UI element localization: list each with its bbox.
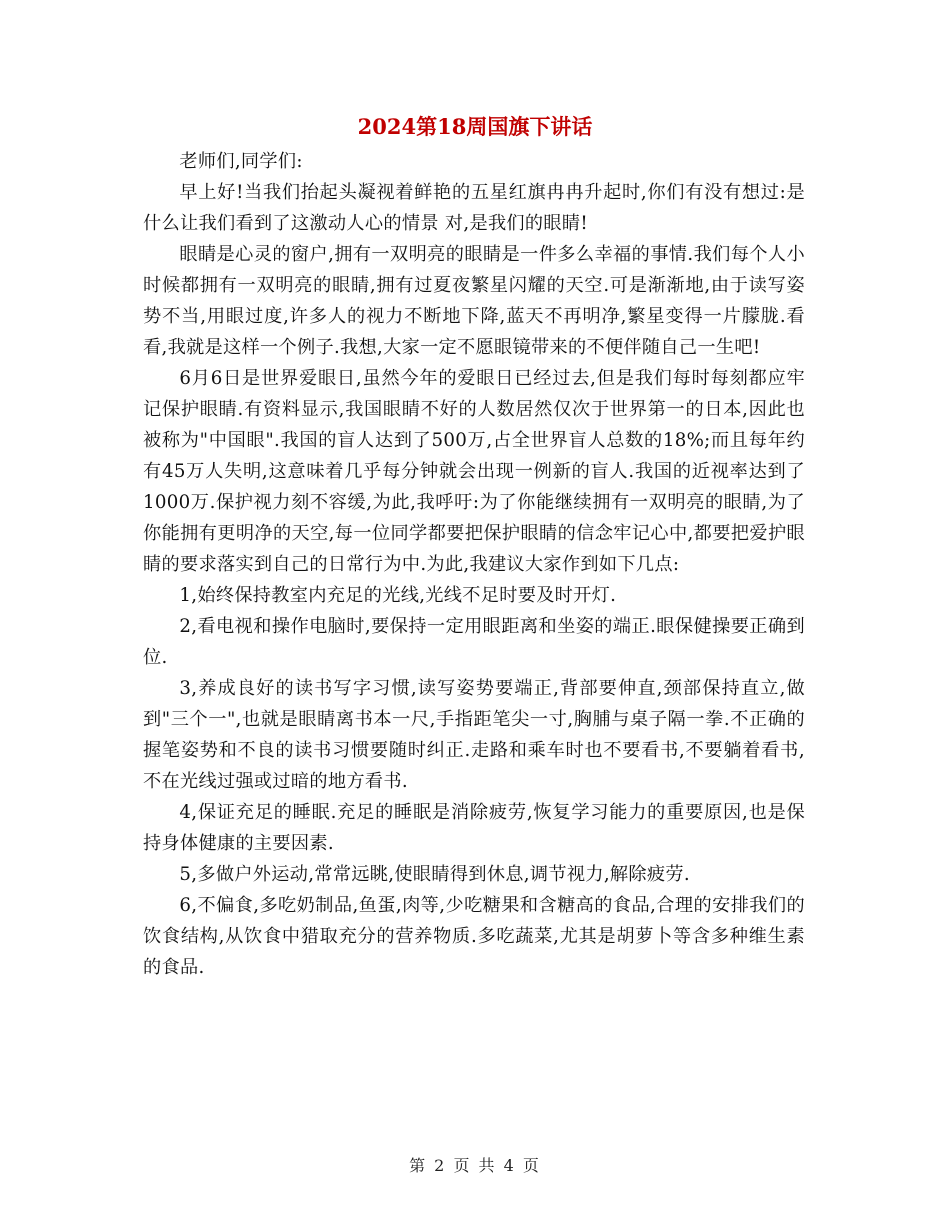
list-item-6: 6,不偏食,多吃奶制品,鱼蛋,肉等,少吃糖果和含糖高的食品,合理的安排我们的饮食结构,从饮食中猎取充分的营养物质.多吃蔬菜,尤其是胡萝卜等含多种维生素的食品. (143, 895, 805, 978)
body-paragraph: 6月6日是世界爱眼日,虽然今年的爱眼日已经过去,但是我们每时每刻都应牢记保护眼睛.有资料显示,我国眼睛不好的人数居然仅次于世界第一的日本,因此也被称为"中国眼".我国的盲人达到了500万,占全世界盲人总数的18%;而且每年约有45万人失明,这意味着几乎每分钟就会出现一例新的盲人.我国的近视率达到了1000万.保护视力刻不容缓,为此,我呼吁:为了你能继续拥有一双明亮的眼睛,为了你能拥有更明净的天空,每一位同学都要把保护眼睛的信念牢记心中,都要把爱护眼睛的要求落实到自己的日常行为中.为此,我建议大家作到如下几点: (143, 368, 805, 575)
body-paragraph: 早上好!当我们抬起头凝视着鲜艳的五星红旗冉冉升起时,你们有没有想过:是什么让我们看到了这激动人心的情景 对,是我们的眼睛! (143, 182, 805, 234)
list-item-3: 3,养成良好的读书写字习惯,读写姿势要端正,背部要伸直,颈部保持直立,做到"三个一",也就是眼睛离书本一尺,手指距笔尖一寸,胸脯与桌子隔一拳.不正确的握笔姿势和不良的读书习惯要随时纠正.走路和乘车时也不要看书,不要躺着看书,不在光线过强或过暗的地方看书. (143, 678, 805, 792)
document-body (143, 146, 805, 983)
page-number-footer: 第 2 页 共 4 页 (409, 1156, 541, 1175)
list-item-4: 4,保证充足的睡眠.充足的睡眠是消除疲劳,恢复学习能力的重要原因,也是保持身体健康的主要因素. (143, 802, 805, 854)
list-item-1: 1,始终保持教室内充足的光线,光线不足时要及时开灯. (179, 585, 617, 606)
document-title: 2024第18周国旗下讲话 (357, 114, 593, 139)
body-paragraph: 眼睛是心灵的窗户,拥有一双明亮的眼睛是一件多么幸福的事情.我们每个人小时候都拥有一双明亮的眼睛,拥有过夏夜繁星闪耀的天空.可是渐渐地,由于读写姿势不当,用眼过度,许多人的视力不断地下降,蓝天不再明净,繁星变得一片朦胧.看看,我就是这样一个例子.我想,大家一定不愿眼镜带来的不便伴随自己一生吧! (143, 244, 805, 358)
list-item-5: 5,多做户外运动,常常远眺,使眼睛得到休息,调节视力,解除疲劳. (179, 864, 690, 885)
list-item-2: 2,看电视和操作电脑时,要保持一定用眼距离和坐姿的端正.眼保健操要正确到位. (143, 616, 805, 668)
salutation-paragraph: 老师们,同学们: (179, 151, 303, 172)
